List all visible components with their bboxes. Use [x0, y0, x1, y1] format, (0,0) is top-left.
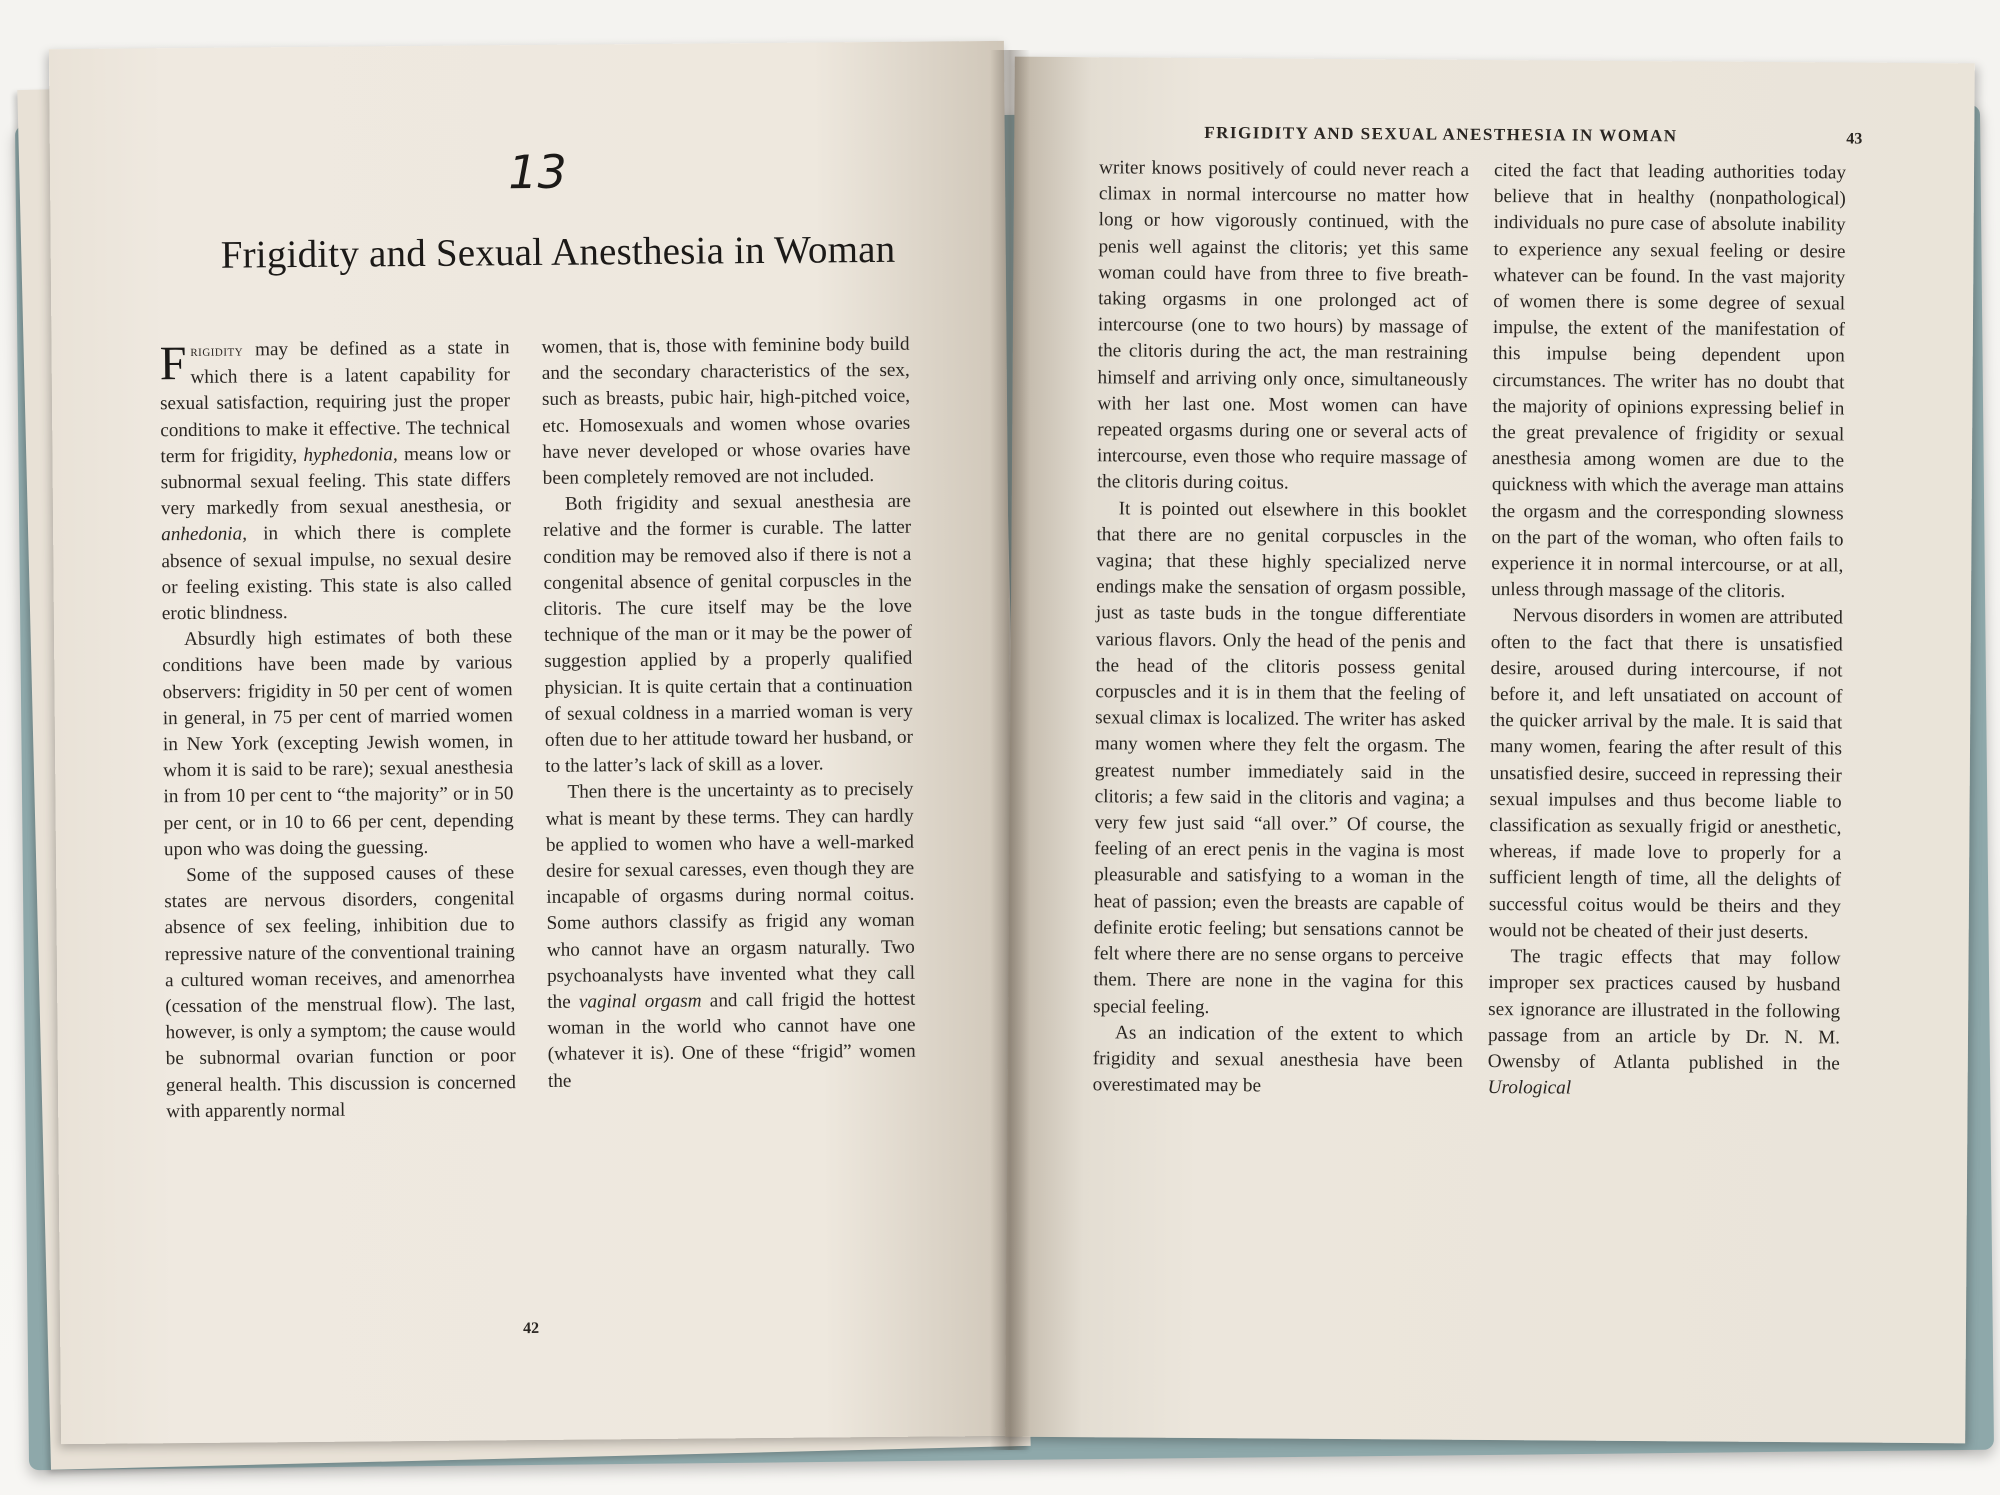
paragraph: Both frigidity and sexual anesthesia are relative and the former is curable. The latter condition may be removed also if there is not a congenital absence of genital corpuscles in the clitoris. The cure itself may be the love technique of the man or it may be the power of suggestion applied by a properly qualified physician. It is quite certain that a continuation of sexual coldness in a married woman is very often due to her attitude toward her husband, or to the latter’s lack of skill as a lover.: [543, 490, 914, 778]
paragraph: Some of the supposed causes of these states are nervous disorders, congenital absence of sex feeling, inhibition due to repressive nature of the conventional training a cultured woman receives, and amenorrhea (cessation of the menstrual flow). The last, however, is only a symptom; the cause would be subnormal ovarian function or poor general health. This discussion is concerned with apparently normal: [164, 862, 517, 1123]
book-gutter: [990, 50, 1030, 1450]
running-head: FRIGIDITY AND SEXUAL ANESTHESIA IN WOMAN: [1204, 122, 1678, 146]
paragraph: Absurdly high estimates of both these conditions have been made by various observers: frigidity in 50 per cent of women in general, in 75 per cent of married women in New York (excepting Jewish women, in whom it is said to be rare); sexual anesthesia in from 10 per cent to “the majority” or in 50 per cent, or in 10 to 66 per cent, depending upon who was doing the guessing.: [162, 626, 514, 861]
paragraph: It is pointed out elsewhere in this booklet that there are no genital corpuscles in the vagina; that these highly specialized nerve endings make the sensation of orgasm possible, just as taste buds in the tongue differentiate various flavors. Only the head of the penis and the head of the clitoris possess genital corpuscles and it is in them that the feeling of sexual climax is localized. The writer has asked many women where they felt the orgasm. The greatest number immediately said in the clitoris; a few said in the clitoris and vagina; a very few just said “all over.” Of course, the feeling of an erect penis in the vagina is most pleasurable and satisfying to a woman in the heat of passion; even the breasts are capable of definite erotic feeling; but sensations cannot be felt where there are no sense organs to perceive them. There are none in the vagina for this special feeling.: [1093, 498, 1467, 1018]
paragraph: writer knows positively of could never reach a climax in normal intercourse no matter how long or how vigorously continued, with the penis well against the clitoris; yet this same woman could have from three to five breath-taking orgasms in one prolonged act of intercourse (one to two hours) by massage of the clitoris during the act, the man restraining himself and arriving only once, simultaneously with her last one. Most women can have repeated orgasms during one or several acts of intercourse, even those who require massage of the clitoris during coitus.: [1096, 157, 1470, 495]
page-number-right: 43: [1846, 130, 1863, 148]
paragraph: Frigidity may be defined as a state in which there is a latent capability for sexual satisfaction, requiring just the proper conditions to make it effective. The technical term for frigidity, hyphedonia, means low or subnormal sexual feeling. This state differs very markedly from sexual anesthesia, or anhedonia, in which there is complete absence of sexual impulse, no sexual desire or feeling existing. This state is also called erotic blindness.: [159, 337, 512, 625]
paragraph: Nervous disorders in women are attributed often to the fact that there is unsatisfied desire, aroused during intercourse, if not before it, and left unsatiated on account of the quicker arrival by the male. It is said that many women, fearing the after result of this unsatisfied desire, succeed in repressing their sexual impulses and thus become liable to classification as sexually frigid or anesthetic, whereas, if made love to properly for a sufficient length of time, all the delights of successful coitus would be theirs and they would not be cheated of their just deserts.: [1488, 605, 1844, 944]
paragraph: cited the fact that leading authorities today believe that in healthy (nonpathological) individuals no pure case of absolute inability to experience any sexual feeling or desire whatever can be found. In the vast majority of women there is some degree of sexual impulse, the extent of the manifestation of this impulse being dependent upon circumstances. The writer has no doubt that the majority of opinions expressing belief in the great prevalence of frigidity or sexual anesthesia among women are due to the quickness with which the average man attains the orgasm and the corresponding slowness on the part of the woman, who often fails to experience it in normal intercourse, or at all, unless through massage of the clitoris.: [1491, 160, 1847, 603]
right-column-2: [1488, 158, 1847, 1104]
right-column-1: [1093, 155, 1470, 1101]
chapter-title: Frigidity and Sexual Anesthesia in Woman: [220, 227, 896, 277]
drop-cap: F: [159, 337, 187, 391]
paragraph: women, that is, those with feminine body build and the secondary characteristics of the sex, such as breasts, pubic hair, high-pitched voice, etc. Homosexuals and women whose ovaries have never developed or whose ovaries have been completely removed are not included.: [541, 333, 911, 489]
paragraph: As an indication of the extent to which frigidity and sexual anesthesia have been overestimated may be: [1092, 1022, 1464, 1097]
left-page: [49, 41, 1016, 1444]
left-column-1: [159, 335, 516, 1125]
chapter-number: 13: [508, 144, 568, 200]
paragraph: The tragic effects that may follow improper sex practices caused by husband sex ignorance are illustrated in the following passage from an article by Dr. N. M. Owensby of Atlanta published in the Urological: [1487, 946, 1841, 1099]
paragraph: Then there is the uncertainty as to precisely what is meant by these terms. They can hardly be applied to women who have a well-marked desire for sexual caresses, even though they are incapable of orgasms during normal coitus. Some authors classify as frigid any woman who cannot have an orgasm naturally. Two psychoanalysts have invented what they call the vaginal orgasm and call frigid the hottest woman in the world who cannot have one (whatever it is). One of these “frigid” women the: [545, 779, 916, 1092]
right-page: [1005, 57, 1975, 1444]
page-number-left: 42: [523, 1319, 540, 1338]
left-column-2: [541, 332, 916, 1095]
